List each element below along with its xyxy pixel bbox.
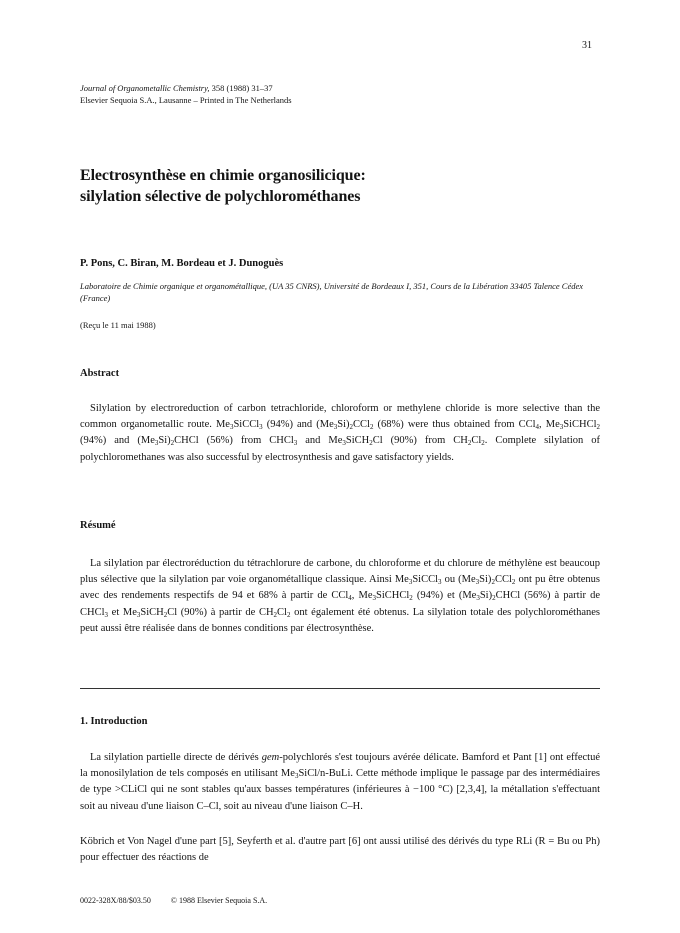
footer-copyright: © 1988 Elsevier Sequoia S.A. [170,896,268,905]
received-date: (Reçu le 11 mai 1988) [80,320,156,330]
introduction-heading: 1. Introduction [80,716,148,727]
page-number: 31 [582,40,592,51]
introduction-paragraph-1: La silylation partielle directe de dérivés gem-polychlorés s'est toujours avérée délicate. Bamford et Pant [1] ont effectué la monosilylation de tels composés en utilisant $Me_3SiCl/n$-BuLi. Cette méthode implique le passage par des intermédiaires de type >CLiCl qui ne sont stables qu'aux basses températures (inférieures à −100 °C) [2,3,4], la métallation s'effectuant soit au niveau d'une liaison C–Cl, soit au niveau d'une liaison C–H. [80,752,600,812]
section-divider [80,688,600,689]
footer-code: 0022-328X/88/$03.50 [80,896,151,905]
introduction-paragraph-2: Köbrich et Von Nagel d'une part [5], Seyferth et al. d'autre part [6] ont aussi utilisé des dérivés du type RLi (R = Bu ou Ph) pour effectuer des réactions de [80,836,600,864]
journal-citation: 358 (1988) 31–37 [211,83,273,93]
journal-info [80,82,292,106]
authors: P. Pons, C. Biran, M. Bordeau et J. Dunoguès [80,258,284,269]
resume-body: La silylation par électroréduction du tétrachlorure de carbone, du chloroforme et du chlorure de méthylène est beaucoup plus sélective que la silylation par voie organométallique classique. Ainsi $Me_3SiCCl_3$ ou $(Me_3Si)_2CCl_2$ ont pu être obtenus avec des rendements respectifs de 94 et 68% à partir de CCl$_4$, $Me_3SiCHCl_2$ (94%) et $(Me_3Si)_2CHCl$ (56%) à partir de CHCl$_3$ et $Me_3SiCH_2Cl$ (90%) à partir de $CH_2Cl_2$ ont également été obtenus. La silylation totale des polychlorométhanes peut aussi être réalisée dans de bonnes conditions par électrosynthèse. [80,558,601,634]
abstract-heading: Abstract [80,368,120,379]
publisher-line: Elsevier Sequoia S.A., Lausanne – Printed in The Netherlands [80,95,292,105]
footer [80,896,285,905]
resume-heading: Résumé [80,520,116,531]
title-line-1: Electrosynthèse en chimie organosilicique: [80,167,366,184]
journal-name: Journal of Organometallic Chemistry, [80,83,210,93]
affiliation: Laboratoire de Chimie organique et organométallique, (UA 35 CNRS), Université de Bordeaux I, 351, Cours de la Libération 33405 Talence Cédex (France) [80,281,584,303]
title-line-2: silylation sélective de polychlorométhanes [80,188,361,205]
abstract-body: Silylation by electroreduction of carbon tetrachloride, chloroform or methylene chloride is more selective than the common organometallic route. $Me_3SiCCl_3$ (94%) and $(Me_3Si)_2CCl_2$ (68%) were thus obtained from CCl$_4$, $Me_3SiCHCl_2$ (94%) and $(Me_3Si)_2CHCl$ (56%) from CHCl$_3$ and $Me_3SiCH_2Cl$ (90%) from $CH_2Cl_2$. Complete silylation of polychloromethanes was also successful by electrosynthesis and gave satisfactory yields. [80,403,601,463]
article-title [80,165,366,207]
